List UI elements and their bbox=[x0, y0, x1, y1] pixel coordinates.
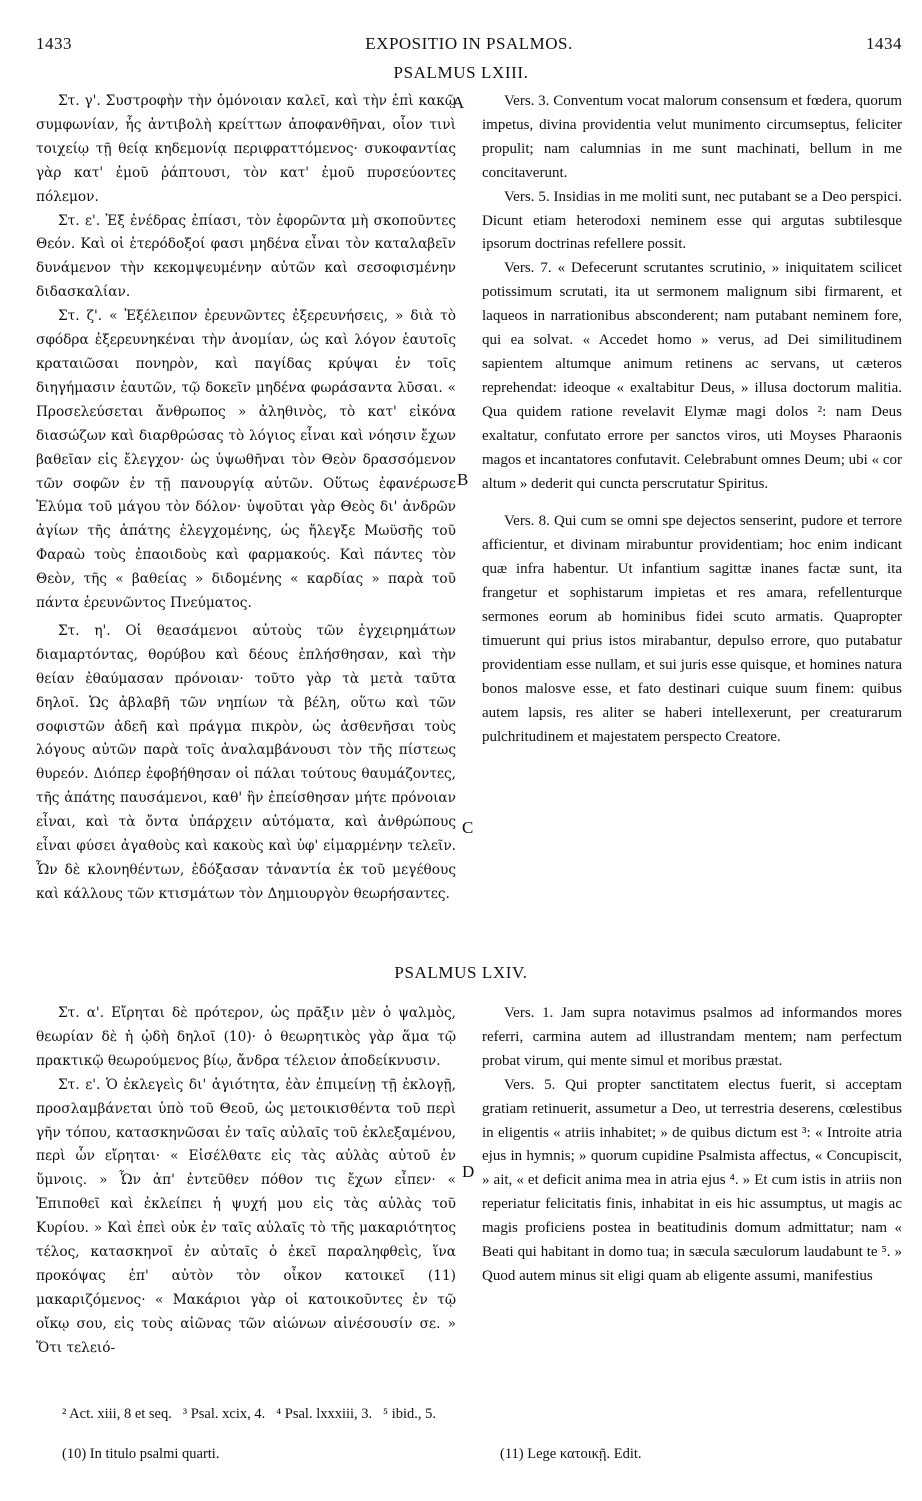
greek-paragraph: Στ. ε'. Ἐξ ἐνέδρας ἐπίασι, τὸν ἐφορῶντα μὴ σκοποῦντες Θεόν. Καὶ οἱ ἑτερόδοξοί φασι μηδένα εἶναι τὸν καταλαβεῖν δυνάμενον τὴν κεκομψευμένην αὐτῶν καὶ σεσοφισμένην διδασκαλίαν. bbox=[36, 212, 456, 301]
latin-paragraph: Vers. 5. Qui propter sanctitatem electus fuerit, si acceptam gratiam retinuerit, assumetur a Deo, ut terrestria deserens, cœlestibus in eligentis « atriis inhabitet; » de quibus dictum est ³: « Introite atria ejus in hymnis; » quorum cupidine Psalmista affectus, « Concupiscit, » ait, « et deficit anima mea in atria ejus ⁴. » Et cum istis in atriis non reperiatur felicitatis finis, inhabitat in eis hic assumptus, ut magis ac magis proficiens postea in beatitudinis domum admittatur; nam « Beati qui habitant in domo tua; in sæcula sæculorum laudabunt te ⁵. » Quod autem minus sit eligi quam ab eligente assumi, manifestius bbox=[482, 1076, 902, 1284]
psalm-64-latin-column bbox=[482, 1002, 902, 1289]
margin-letter-b: B bbox=[457, 470, 469, 489]
psalm-63-latin-column bbox=[482, 90, 902, 749]
latin-paragraph: Vers. 1. Jam supra notavimus psalmos ad informandos mores referri, carmina autem ad illustrandam mentem; nam perfectum probat virum, qui mente simul et moribus præstat. bbox=[482, 1005, 902, 1069]
running-head bbox=[36, 34, 902, 58]
margin-letter-a: A bbox=[452, 93, 465, 112]
footnote-11: (11) Lege κατοικῇ. Edit. bbox=[500, 1446, 642, 1462]
latin-paragraph: Vers. 8. Qui cum se omni spe dejectos senserint, pudore et terrore afficientur, et divinam mirabuntur providentiam; hoc enim indicant quæ infra habentur. Ut infantium sagittæ inanes factæ sunt, ita frangetur et sophistarum impietas et res amara, refellenturque sermones eorum ab hominibus fidei scuto armatis. Quapropter timuerunt qui prius istos mirabantur, depulso errore, quo putabatur providentiam esse nullam, et sui juris esse quisque, et homines natura bonos malosve esse, et fato destinari cuique suum finem: quibus autem lapsis, res aliter se haberi intellexerunt, per creaturarum pulchritudinem et majestatem perspecto Creatore. bbox=[482, 513, 902, 745]
page-number-left: 1433 bbox=[36, 34, 72, 53]
greek-paragraph: Στ. η'. Οἱ θεασάμενοι αὐτοὺς τῶν ἐγχειρημάτων διαμαρτόντας, θορύβου καὶ δέους ἐπλήσθησαν, καὶ τὴν θείαν ἐθαύμασαν πρόνοιαν· τοῦτο γὰρ τὰ μετὰ ταῦτα δηλοῖ. Ὡς ἀβλαβῆ τῶν νηπίων τὰ βέλη, οὕτω καὶ τῶν σοφιστῶν ἀδεῆ καὶ πράγμα πικρὸν, ὡς ἀσθενῆσαι τοὺς λόγους αὐτῶν παρὰ τοῖς ἀναλαμβάνουσι τὸν τῆς πίστεως θυρεόν. Διόπερ ἐφοβήθησαν οἱ πάλαι τούτους θαυμάζοντες, τῆς ἀπάτης παυσάμενοι, καθ' ἣν ἐπείσθησαν μήτε πρόνοιαν εἶναι, καὶ τὰ ὄντα ὑπάρχειν αὐτόματα, καὶ ἀνθρώπους εἶναι φύσει ἀγαθοὺς καὶ κακοὺς καὶ ὑφ' εἱμαρμένην τελεῖν. Ὧν δὲ κλονηθέντων, ἐδόξασαν τἀναντία ἐκ τοῦ μεγέθους καὶ κάλλους τῶν κτισμάτων τὸν Δημιουργὸν θεωρήσαντες. bbox=[36, 622, 456, 902]
greek-paragraph: Στ. ε'. Ὁ ἐκλεγεὶς δι' ἁγιότητα, ἐὰν ἐπιμείνῃ τῇ ἐκλογῇ, προσλαμβάνεται ὑπὸ τοῦ Θεοῦ, ὡς μετοικισθέντα τοῦ περὶ γῆν τόπου, κατασκηνῶσαι ἐν ταῖς αὐλαῖς τοῦ ἐκλεξαμένου, περὶ ὧν εἴρηται· « Εἰσέλθατε εἰς τὰς αὐλὰς αὐτοῦ ἐν ὕμνοις. » Ὧν ἀπ' ἐντεῦθεν πόθον τις ἔχων εἶπεν· « Ἐπιποθεῖ καὶ ἐκλείπει ἡ ψυχή μου εἰς τὰς αὐλὰς τοῦ Κυρίου. » Καὶ ἐπεὶ οὐκ ἐν ταῖς αὐλαῖς τὸ τῆς μακαριότητος τέλος, κατασκηνοῖ ἐν αὐταῖς ὁ ἐκεῖ παραληφθεὶς, ἵνα προκόψας ἐπ' αὐτὸν τὸν οἶκον κατοικεῖ (11) μακαριζόμενος· « Μακάριοι γὰρ οἱ κατοικοῦντες ἐν τῷ οἴκῳ σου, εἰς τοὺς αἰῶνας τῶν αἰώνων αἰνέσουσίν σε. » Ὅτι τελειό- bbox=[36, 1076, 456, 1356]
greek-paragraph: Στ. ζ'. « Ἐξέλειπον ἐρευνῶντες ἐξερευνήσεις, » διὰ τὸ σφόδρα ἐξερευνηκέναι τὴν ἀνομίαν, ὡς καὶ λόγον ἑαυτοῖς κραταιῶσαι πονηρὸν, καὶ παγίδας κρύψαι ἐν τοῖς διηγήμασιν ἑαυτῶν, τῷ δοκεῖν μηδένα φωράσαντα λῦσαι. « Προσελεύσεται ἄνθρωπος » ἀληθινὸς, τὸ κατ' εἰκόνα διασώζων καὶ διαρθρώσας τὸ λόγιος εἶναι καὶ νόησιν ἔχων βαθεῖαν εἰς ἔλεγχον· ὡς ὑψωθῆναι τὸν Θεὸν δρασσόμενον τῶν σοφῶν ἐν τῇ πανουργίᾳ αὐτῶν. Οὕτως ἐφανέρωσε Ἐλύμα τοῦ μάγου τὸν δόλον· ὑψοῦται γὰρ Θεὸς δι' ἀνδρῶν ἁγίων τῆς ἀπάτης ἐλεγχομένης, ὡς ἤλεγξε Μωϋσῆς τοῦ Φαραὼ τοὺς ἐπαοιδοὺς καὶ φαρμακούς. Καὶ πάντες τὸν Θεὸν, τῆς « βαθείας » διδομένης « καρδίας » παρὰ τοῦ πάντα ἐρευνῶντος Πνεύματος. bbox=[36, 308, 456, 612]
greek-paragraph: Στ. γ'. Συστροφὴν τὴν ὁμόνοιαν καλεῖ, καὶ τὴν ἐπὶ κακῷ συμφωνίαν, ἧς ἀντιβολὴ κρείττων ἀποφανθῆναι, οἷον τινὶ τοιχείῳ τῇ θείᾳ κηδεμονίᾳ περιφραττόμενος· συκοφαντίας γὰρ κατ' ἐμοῦ ῥάπτουσι, τὸν κατ' ἐμοῦ πυρσεύοντες πόλεμον. bbox=[36, 93, 456, 205]
margin-letter-c: C bbox=[462, 818, 474, 837]
psalm-63-title: PSALMUS LXIII. bbox=[393, 63, 529, 82]
footnote-references: ² Act. xiii, 8 et seq. ³ Psal. xcix, 4. ⁴ Psal. lxxxiii, 3. ⁵ ibid., 5. bbox=[62, 1406, 437, 1422]
psalm-63-greek-column bbox=[36, 90, 456, 907]
latin-paragraph: Vers. 3. Conventum vocat malorum consensum et fœdera, quorum impetus, divina providentia velut munimento circumseptus, feliciter propulit; nam calumnias in me sunt machinati, bellum in me concitaverunt. bbox=[482, 93, 902, 181]
margin-letter-d: D bbox=[462, 1162, 475, 1181]
greek-paragraph: Στ. α'. Εἴρηται δὲ πρότερον, ὡς πρᾶξιν μὲν ὁ ψαλμὸς, θεωρίαν δὲ ἡ ᾠδὴ δηλοῖ (10)· ὁ θεωρητικὸς γὰρ ἅμα τῷ πρακτικῷ θεωρούμενος βίῳ, ἄνδρα τέλειον ἀποδείκνυσιν. bbox=[36, 1005, 456, 1069]
latin-paragraph: Vers. 7. « Defecerunt scrutantes scrutinio, » iniquitatem scilicet potissimum scrutati, ita ut sermonem malignum sibi firmarent, et laqueos in narrationibus absconderent; nam putabant neminem fore, qui ea solvat. « Accedet homo » verus, ad Dei similitudinem sapientem altumque animum retinens ac servans, ut cæteros reprehendat: ideoque « exaltabitur Deus, » illusa doctorum malitia. Qua quidem ratione revelavit Elymæ magi dolos ²: nam Deus exaltatur, confutato errore per sanctos viros, uti Moyses Pharaonis magos et incantatores confutavit. Celebrabunt omnes Deum; ubi « cor altum » dederit qui cuncta perscrutatur Spiritus. bbox=[482, 260, 902, 492]
running-title: EXPOSITIO IN PSALMOS. bbox=[365, 34, 573, 53]
footnote-10: (10) In titulo psalmi quarti. bbox=[62, 1446, 220, 1462]
psalm-64-greek-column bbox=[36, 1002, 456, 1361]
latin-paragraph: Vers. 5. Insidias in me moliti sunt, nec putabant se a Deo perspici. Dicunt etiam heterodoxi neminem esse qui argutas subtilesque ipsorum doctrinas refellere possit. bbox=[482, 188, 902, 253]
page-number-right: 1434 bbox=[866, 34, 902, 53]
psalm-64-title: PSALMUS LXIV. bbox=[394, 963, 528, 982]
